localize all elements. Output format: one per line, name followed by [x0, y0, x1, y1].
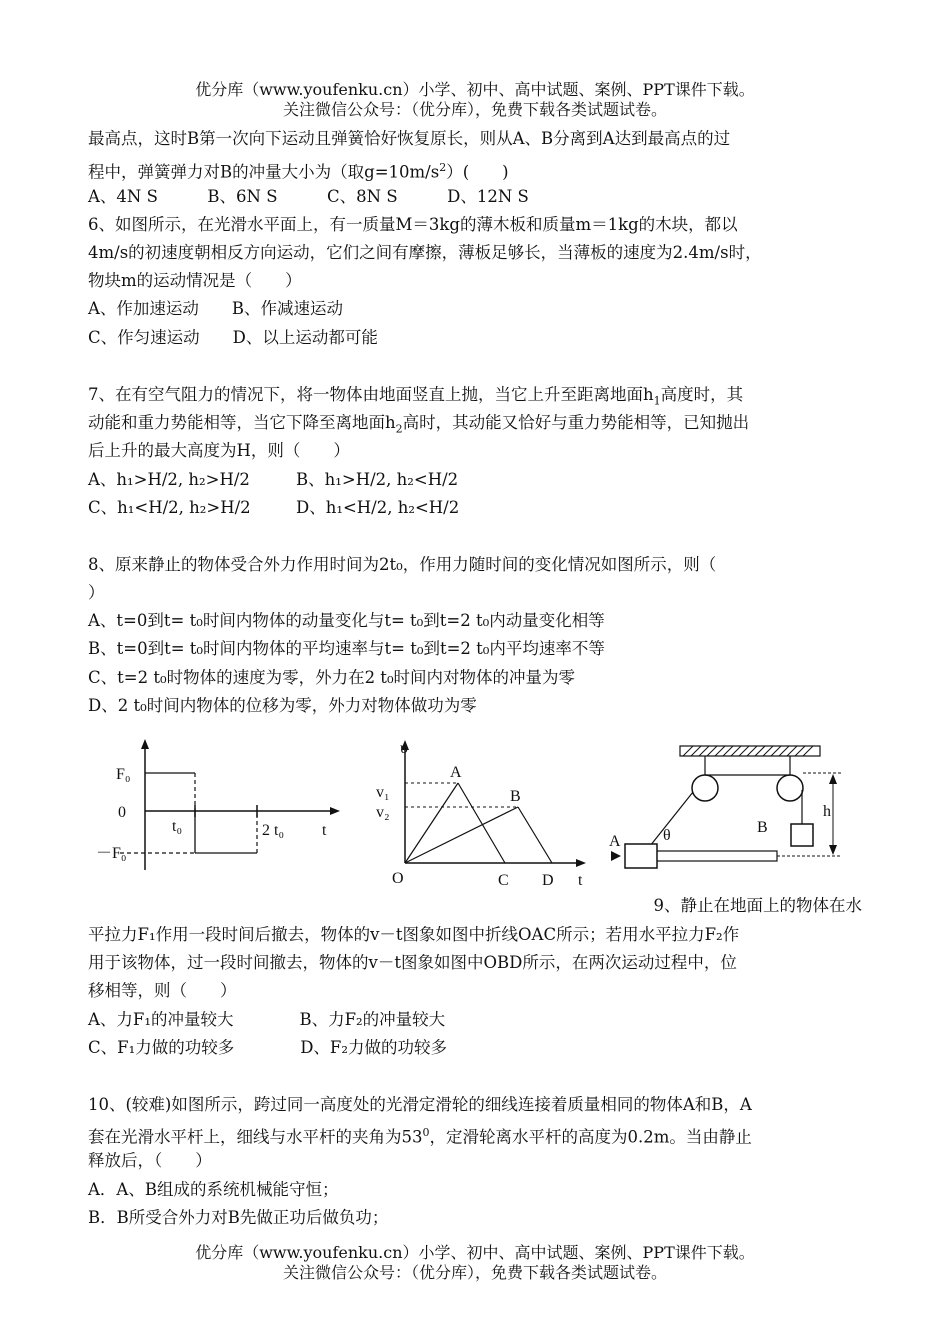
t-label: t — [322, 822, 327, 839]
q8-option-a: A、t=0到t= t₀时间内物体的动量变化与t= t₀到t=2 t₀内动量变化相等 — [88, 611, 605, 630]
neg-fd-label: －F₀ — [96, 845, 127, 862]
t0-label: t₀ — [172, 818, 183, 835]
q7-option-c: C、h₁<H/2, h₂>H/2 — [88, 498, 251, 517]
q10-option-a: A．A、B组成的系统机械能守恒； — [88, 1180, 339, 1199]
q5-line-2b: ）( ) — [446, 162, 509, 182]
f-axis-arrow — [141, 739, 149, 749]
q9-line-0: 9、静止在地面上的物体在水 — [653, 896, 862, 915]
q6-options-cd: C、作匀速运动 D、以上运动都可能 — [88, 328, 378, 347]
q7-line-3: 后上升的最大高度为H，则（ ） — [88, 441, 350, 460]
q7-option-d: D、h₁<H/2, h₂<H/2 — [296, 498, 460, 517]
pulley-system-figure — [605, 740, 865, 875]
q8-line-1: 8、原来静止的物体受合外力作用时间为2t₀，作用力随时间的变化情况如图所示，则（ — [88, 555, 717, 574]
q5-line-1: 最高点，这时B第一次向下运动且弹簧恰好恢复原长，则从A、B分离到A达到最高点的过 — [88, 129, 731, 148]
v1-label: v₁ — [376, 784, 390, 801]
height-arrow-bottom — [829, 845, 837, 855]
line-OB — [405, 807, 518, 863]
q6-line-1: 6、如图所示，在光滑水平面上，有一质量M＝3kg的薄木板和质量m＝1kg的木块，都以 — [88, 215, 738, 234]
q10-sup: 0 — [422, 1126, 430, 1139]
q10-line-3: 释放后，（ ） — [88, 1151, 212, 1170]
line-BD — [518, 807, 552, 863]
two-t0-label: 2 t₀ — [262, 822, 285, 839]
q8-line-2: ） — [88, 583, 105, 602]
block-a-label: A — [609, 833, 621, 850]
origin-label: O — [392, 870, 404, 887]
q7-sub-1: 1 — [653, 394, 661, 408]
point-c-label: C — [498, 872, 509, 889]
force-time-graph — [90, 735, 350, 875]
velocity-time-graph — [370, 735, 600, 895]
line-OA — [405, 783, 458, 863]
q10-line-2a: 套在光滑水平杆上，细线与水平杆的夹角为53 — [88, 1127, 423, 1147]
q9-line-3: 移相等，则（ ） — [88, 981, 237, 1000]
q10-line-1: 10、(较难)如图所示，跨过同一高度处的光滑定滑轮的细线连接着质量相同的物体A和B，A — [88, 1095, 752, 1114]
zero-label: 0 — [118, 804, 126, 821]
q7-line-1a: 7、在有空气阻力的情况下，将一物体由地面竖直上抛，当它上升至距离地面h — [88, 385, 654, 404]
t-axis-2-label: t — [578, 872, 583, 889]
horizontal-rod — [655, 851, 777, 861]
q7-sub-2: 2 — [395, 422, 403, 436]
fd-label: F₀ — [116, 766, 131, 783]
q7-option-a: A、h₁>H/2, h₂>H/2 — [88, 470, 250, 489]
q8-option-c: C、t=2 t₀时物体的速度为零，外力在2 t₀时间内对物体的冲量为零 — [88, 668, 576, 687]
q5-line-2 — [88, 156, 509, 185]
q9-options-ab: A、力F₁的冲量较大 B、力F₂的冲量较大 — [88, 1010, 446, 1029]
q5-line-2a: 程中，弹簧弹力对B的冲量大小为（取g=10m/s — [88, 162, 440, 182]
height-arrow-top — [829, 774, 837, 784]
footer-line-1: 优分库（www.youfenku.cn）小学、初中、高中试题、案例、PPT课件下载。 — [195, 1243, 755, 1262]
height-label: h — [823, 803, 831, 820]
q10-option-b: B．B所受合外力对B先做正功后做负功； — [88, 1208, 389, 1227]
q9-options-cd: C、F₁力做的功较多 D、F₂力做的功较多 — [88, 1038, 447, 1057]
q6-line-3: 物块m的运动情况是（ ） — [88, 271, 302, 290]
header-line-1: 优分库（www.youfenku.cn）小学、初中、高中试题、案例、PPT课件下载。 — [195, 80, 755, 99]
pulley-1 — [692, 775, 718, 801]
q8-option-d: D、2 t₀时间内物体的位移为零，外力对物体做功为零 — [88, 696, 477, 715]
q10-line-2 — [88, 1121, 752, 1150]
t-axis-2-arrow — [576, 859, 586, 867]
q6-line-2: 4m/s的初速度朝相反方向运动，它们之间有摩擦，薄板足够长，当薄板的速度为2.4m/s时， — [88, 243, 762, 262]
header-line-2: 关注微信公众号：（优分库），免费下载各类试题试卷。 — [282, 100, 667, 119]
point-b-label: B — [510, 788, 521, 805]
q9-line-1: 平拉力F₁作用一段时间后撤去，物体的v－t图象如图中折线OAC所示；若用水平拉力F₂作 — [88, 925, 740, 944]
point-d-label: D — [542, 872, 554, 889]
string-to-a — [650, 792, 693, 846]
q7-line-2 — [88, 411, 749, 441]
q7-line-2a: 动能和重力势能相等，当它下降至离地面h — [88, 413, 396, 432]
v-axis-label: υ — [400, 740, 408, 757]
theta-label: θ — [663, 827, 671, 844]
q5-sup: 2 — [439, 161, 447, 174]
q10-line-2b: ，定滑轮离水平杆的高度为0.2m。当由静止 — [429, 1127, 752, 1147]
pulley-2 — [777, 775, 803, 801]
t-axis-arrow — [330, 807, 340, 815]
line-AC — [458, 783, 505, 863]
block-b-label: B — [757, 819, 768, 836]
q9-line-2: 用于该物体，过一段时间撤去，物体的v－t图象如图中OBD所示，在两次运动过程中，位 — [88, 953, 737, 972]
q7-line-1 — [88, 383, 743, 413]
q8-option-b: B、t=0到t= t₀时间内物体的平均速率与t= t₀到t=2 t₀内平均速率不等 — [88, 639, 605, 658]
q7-line-1b: 高度时，其 — [660, 385, 744, 404]
footer-line-2: 关注微信公众号：（优分库），免费下载各类试题试卷。 — [282, 1263, 667, 1282]
block-a-marker — [611, 851, 621, 861]
q6-options-ab: A、作加速运动 B、作减速运动 — [88, 299, 344, 318]
point-a-label: A — [450, 764, 462, 781]
q7-option-b: B、h₁>H/2, h₂<H/2 — [296, 470, 459, 489]
v2-label: v₂ — [376, 804, 390, 821]
block-a — [625, 844, 657, 868]
block-b — [791, 824, 813, 846]
q7-line-2b: 高时，其动能又恰好与重力势能相等，已知抛出 — [402, 413, 750, 432]
q5-options: A、4N S B、6N S C、8N S D、12N S — [88, 187, 529, 206]
